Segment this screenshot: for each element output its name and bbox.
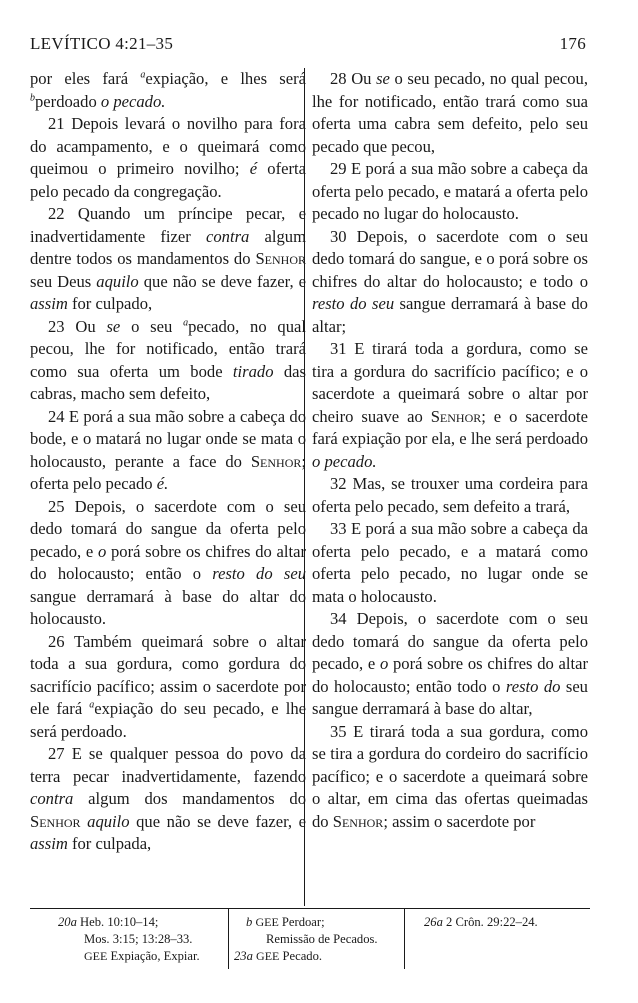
verse-text: pecado, no qual pecou, lhe for notificado, então trará como sua oferta um bode: [30, 316, 306, 381]
verse-text: que não se deve fazer, e: [138, 271, 306, 291]
page-number: 176: [559, 34, 586, 53]
right-column: [312, 68, 588, 833]
verse-text: oferta pelo pecado da congregação.: [30, 159, 306, 201]
verse-27: [30, 743, 306, 856]
italic-text: contra: [206, 226, 250, 246]
verse-text: expiação do seu pecado, e lhe será perdoado.: [30, 699, 306, 741]
verse-text: porá sobre os chifres do altar do holocausto; então o: [30, 541, 306, 583]
verse-text: ; assim o sacerdote por: [383, 811, 536, 831]
verse-28: [312, 68, 588, 158]
verse-22: [30, 203, 306, 316]
verse-25: [30, 496, 306, 631]
topic-reference[interactable]: Perdoar;: [278, 915, 325, 929]
footnote-ref[interactable]: b: [246, 915, 253, 929]
verse-text: 27 E se qualquer pessoa do povo da terra pecar inadvertidamente, fazendo: [30, 744, 306, 786]
verse-20-continuation: [30, 68, 306, 113]
italic-text: o pecado.: [100, 91, 166, 111]
footnote-line: [234, 948, 402, 965]
italic-text: se: [106, 316, 121, 336]
italic-text: o: [379, 654, 389, 673]
verse-text: ; oferta pelo pecado: [30, 451, 306, 493]
lord-smallcaps: Senhor: [250, 451, 302, 471]
verse-text: o seu: [120, 316, 184, 336]
italic-text: o: [97, 541, 107, 561]
footnote-line: [58, 948, 224, 965]
verse-text: o seu pecado, no qual pecou, lhe for notificado, então trará como sua oferta uma cabra sem defeito, pelo seu pecado que pecou,: [312, 69, 588, 156]
scripture-reference[interactable]: Heb. 10:10–14;: [80, 915, 159, 929]
verse-text: sangue derramará à base do altar do holocausto.: [30, 586, 306, 628]
book-reference: LEVÍTICO 4:21–35: [30, 34, 174, 53]
footnote-line: [424, 914, 594, 931]
footnote-ref[interactable]: 23a: [234, 949, 253, 963]
verse-24: [30, 406, 306, 496]
verse-text: for culpada,: [67, 834, 152, 853]
topic-reference[interactable]: Expiação, Expiar.: [107, 949, 200, 963]
verse-30: [312, 226, 588, 339]
footnote-block-1: [58, 914, 224, 965]
italic-text: é: [249, 159, 258, 178]
verse-text: 28 Ou: [330, 69, 377, 88]
verse-text: 24 E porá a sua mão sobre a cabeça do bode, e o matará no lugar onde se mata o holocausto, perante a face do: [30, 406, 306, 471]
italic-text: resto do seu: [212, 564, 306, 583]
footnote-line: [58, 914, 224, 931]
verse-23: [30, 316, 306, 406]
lord-smallcaps: Senhor: [255, 249, 306, 268]
verse-text: 26 Também queimará sobre o altar toda a sua gordura, como gordura do sacrifício pacífico; assim o sacerdote por ele fará: [30, 631, 306, 718]
verse-21: [30, 113, 306, 203]
verse-33: [312, 518, 588, 608]
verse-text: 21 Depois levará o novilho para fora do acampamento, e o queimará como queimou o primeiro novilho;: [30, 114, 306, 178]
footnote-marker[interactable]: a: [183, 316, 189, 328]
italic-text: se: [376, 69, 390, 88]
guide-abbrev: GEE: [255, 915, 279, 929]
verse-32: [312, 473, 588, 518]
verse-text: sangue derramará à base do altar;: [312, 294, 588, 336]
footnote-line: [246, 914, 402, 931]
guide-abbrev: GEE: [256, 949, 280, 963]
page-header: [30, 34, 586, 64]
verse-text: 22 Quando um príncipe pecar, e inadvertidamente fizer: [30, 204, 306, 246]
verse-text: das cabras, macho sem defeito,: [30, 361, 306, 403]
footnote-marker[interactable]: a: [140, 69, 146, 81]
verse-31: [312, 338, 588, 473]
footnote-ref[interactable]: 26a: [424, 915, 443, 929]
footnote-divider: [228, 909, 229, 969]
footnote-block-3: [424, 914, 594, 931]
verse-26: [30, 631, 306, 744]
italic-text: resto do: [505, 676, 561, 696]
italic-text: assim: [30, 294, 68, 313]
footnote-line[interactable]: Remissão de Pecados.: [266, 932, 378, 946]
topic-reference[interactable]: Pecado.: [279, 949, 323, 963]
footnote-divider: [404, 909, 405, 969]
italic-text: assim: [30, 834, 68, 853]
verse-text: ; e o sacerdote fará expiação por ela, e lhe será perdoado: [312, 406, 588, 448]
guide-abbrev: GEE: [84, 949, 108, 963]
lord-smallcaps: Senhor: [332, 811, 384, 831]
verse-text: por eles fará: [30, 69, 141, 88]
verse-text: que não se deve fazer, e: [129, 811, 307, 831]
italic-text: tirado: [232, 361, 274, 381]
italic-text: é.: [156, 474, 169, 493]
verse-29: [312, 158, 588, 226]
verse-text: 30 Depois, o sacerdote com o seu dedo tomará do sangue, e o porá sobre os chifres do altar do holocausto; e todo o: [312, 226, 588, 291]
verse-text: 35 E tirará toda a sua gordura, como se tira a gordura do cordeiro do sacrifício pacífico; e o sacerdote a queimará sobre o altar, em cima das ofertas queimadas do: [312, 721, 588, 831]
verse-text: 33 E porá a sua mão sobre a cabeça da oferta pelo pecado, e a matará como oferta pelo pecado, no lugar onde se mata o holocausto.: [312, 519, 588, 606]
verse-text: for culpado,: [67, 294, 153, 313]
verse-text: seu sangue derramará à base do altar,: [312, 676, 588, 718]
italic-text: resto do seu: [312, 294, 395, 313]
lord-smallcaps: Senhor: [30, 811, 81, 831]
lord-smallcaps: Senhor: [430, 406, 482, 426]
verse-text: perdoado: [35, 91, 101, 111]
footnote-rule: [30, 908, 590, 909]
footnote-line[interactable]: Mos. 3:15; 13:28–33.: [84, 932, 193, 946]
verse-text: seu Deus: [30, 271, 97, 291]
footnote-marker[interactable]: a: [89, 699, 95, 711]
verse-text: algum dos mandamentos do: [73, 789, 306, 808]
italic-text: contra: [30, 789, 74, 808]
verse-text: 23 Ou: [48, 316, 107, 336]
verse-text: porá sobre os chifres do altar do holocausto; então todo o: [312, 654, 588, 696]
verse-text: 25 Depois, o sacerdote com o seu dedo tomará do sangue da oferta pelo pecado, e: [30, 496, 306, 561]
verse-text: 31 E tirará toda a gordura, como se tira a gordura do sacrifício pacífico; e o sacerdote a queimará sobre o altar por cheiro suave ao: [312, 339, 588, 426]
italic-text: o pecado.: [312, 451, 377, 471]
footnote-ref[interactable]: 20a: [58, 915, 77, 929]
left-column: [30, 68, 306, 856]
italic-text: aquilo: [87, 811, 130, 831]
verse-text: expiação, e lhes será: [145, 69, 306, 88]
verse-text: 29 E porá a sua mão sobre a cabeça da oferta pelo pecado, e matará a oferta pelo pecado no lugar do holocausto.: [312, 159, 588, 223]
footnote-marker[interactable]: b: [30, 91, 35, 103]
italic-text: aquilo: [96, 271, 139, 291]
verse-text: 32 Mas, se trouxer uma cordeira para oferta pelo pecado, sem defeito a trará,: [312, 474, 588, 516]
verse-34: [312, 608, 588, 721]
scripture-reference[interactable]: 2 Crôn. 29:22–24.: [446, 915, 538, 929]
footnote-block-2: [234, 914, 402, 965]
verse-text: algum dentre todos os mandamentos do: [30, 226, 307, 268]
verse-text: 34 Depois, o sacerdote com o seu dedo tomará do sangue da oferta pelo pecado, e: [312, 609, 588, 673]
verse-35: [312, 721, 588, 834]
